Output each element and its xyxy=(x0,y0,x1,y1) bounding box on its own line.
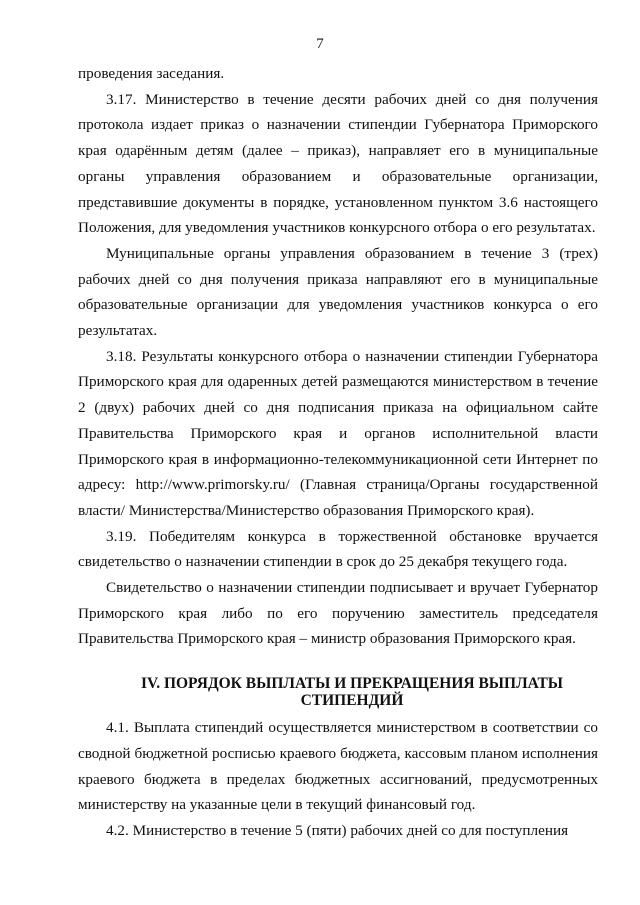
document-body xyxy=(78,61,598,844)
paragraph-certificate: Свидетельство о назначении стипендии подписывает и вручает Губернатор Приморского края либо по его поручению заместитель председателя Правительства Приморского края – министр образования Приморского края. xyxy=(78,579,598,648)
section-heading xyxy=(78,675,598,709)
section-heading-line-1: IV. ПОРЯДОК ВЫПЛАТЫ И ПРЕКРАЩЕНИЯ ВЫПЛАТЫ xyxy=(140,675,564,693)
paragraph-3-19: 3.19. Победителям конкурса в торжественной обстановке вручается свидетельство о назначении стипендии в срок до 25 декабря текущего года. xyxy=(78,527,598,571)
paragraph-4-1: 4.1. Выплата стипендий осуществляется министерством в соответствии со сводной бюджетной росписью краевого бюджета, кассовым планом исполнения краевого бюджета в пределах бюджетных ассигнований, предусмотренных министерству на указанные цели в текущий финансовый год. xyxy=(78,719,598,814)
paragraph-continuation: проведения заседания. xyxy=(78,65,225,82)
section-heading-line-2: СТИПЕНДИЙ xyxy=(300,692,404,710)
page-number: 7 xyxy=(316,36,324,52)
paragraph-3-17: 3.17. Министерство в течение десяти рабочих дней со дня получения протокола издает приказ о назначении стипендии Губернатора Приморского края одарённым детям (далее – приказ), направляет его в муниципальные органы управления образованием и образовательные организации, представившие документы в порядке, установленном пунктом 3.6 настоящего Положения, для уведомления участников конкурсного отбора о его результатах. xyxy=(78,90,598,237)
paragraph-4-2: 4.2. Министерство в течение 5 (пяти) рабочих дней со для поступления xyxy=(106,821,569,839)
paragraph-municipal-bodies: Муниципальные органы управления образованием в течение 3 (трех) рабочих дней со дня получения приказа направляют его в муниципальные образовательные организации для уведомления участников конкурса о его результатах. xyxy=(78,244,598,340)
paragraph-3-18: 3.18. Результаты конкурсного отбора о назначении стипендии Губернатора Приморского края для одаренных детей размещаются министерством в течение 2 (двух) рабочих дней со дня подписания приказа на официальном сайте Правительства Приморского края и органов исполнительной власти Приморского края в информационно-телекоммуникационной сети Интернет по адресу: http://www.primorsky.ru/ (Главная страница/Органы государственной власти/ Министерства/Министерство образования Приморского края). xyxy=(78,347,598,519)
